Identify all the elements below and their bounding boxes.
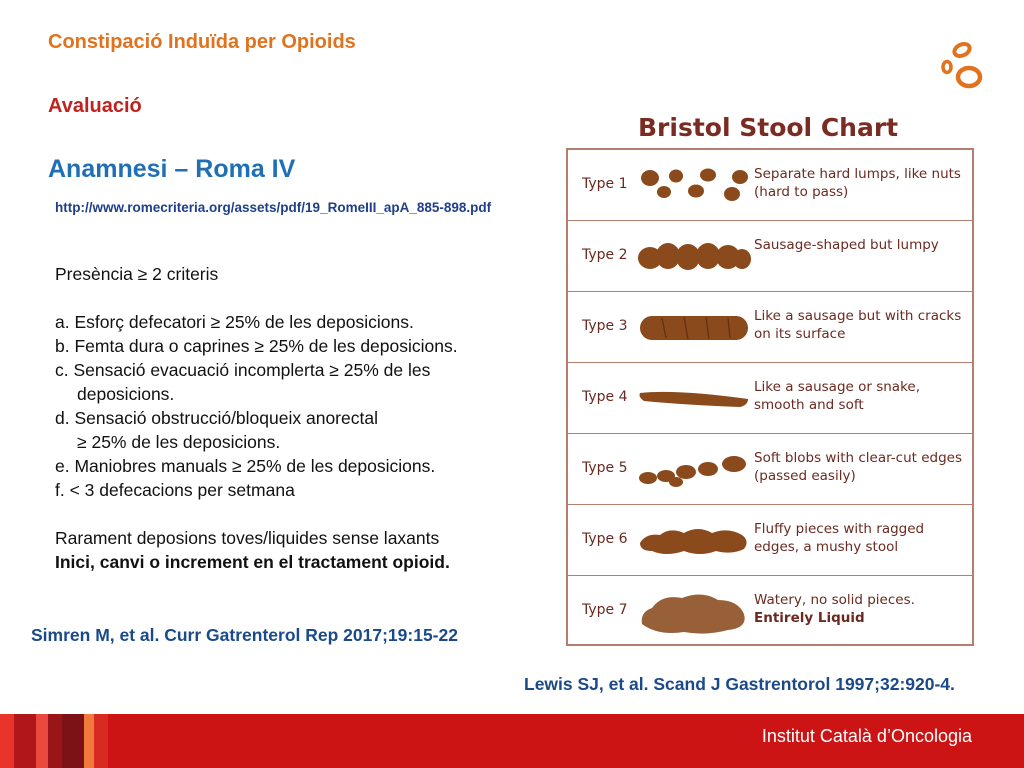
criterion-e: e. Maniobres manuals ≥ 25% de les deposicions.: [55, 456, 436, 476]
bristol-row: [568, 576, 972, 647]
stool-type-1-image: [636, 158, 752, 213]
type-label: Type 1: [582, 176, 628, 192]
footer-stripe: [94, 714, 108, 768]
slide-title: Constipació Induïda per Opioids: [48, 31, 356, 53]
footer-stripe: [0, 714, 14, 768]
type-label: Type 3: [582, 318, 628, 334]
bristol-row: [568, 150, 972, 221]
stool-type-7-image: [636, 584, 752, 639]
slide-subtitle: Avaluació: [48, 95, 142, 117]
footer-stripe: [36, 714, 48, 768]
type-description: Separate hard lumps, like nuts (hard to pass): [754, 166, 961, 200]
type-description: Fluffy pieces with ragged edges, a mushy stool: [754, 521, 925, 555]
bristol-chart-title: Bristol Stool Chart: [638, 113, 899, 142]
type-description: Soft blobs with clear-cut edges (passed easily): [754, 450, 962, 484]
criterion-c-cont: deposicions.: [77, 384, 175, 404]
stool-type-4-image: [636, 371, 752, 426]
bristol-row: [568, 363, 972, 434]
bristol-row: [568, 434, 972, 505]
criterion-d: d. Sensació obstrucció/bloqueix anorectal: [55, 408, 378, 428]
type-description: Like a sausage but with cracks on its surface: [754, 308, 962, 342]
reference-lewis: Lewis SJ, et al. Scand J Gastrentorol 1997;32:920-4.: [524, 674, 955, 694]
criteria-list: [55, 262, 525, 574]
type-label: Type 4: [582, 389, 628, 405]
stool-type-6-image: [636, 513, 752, 568]
source-url-link[interactable]: http://www.romecriteria.org/assets/pdf/19_RomeIII_apA_885-898.pdf: [55, 200, 492, 215]
criterion-c: c. Sensació evacuació incomplerta ≥ 25% de les: [55, 360, 431, 380]
footer-stripe: [84, 714, 94, 768]
bristol-row: [568, 221, 972, 292]
stool-type-5-image: [636, 442, 752, 497]
type-label: Type 6: [582, 531, 628, 547]
footer-stripe: [48, 714, 62, 768]
footer-institution-name: Institut Català d’Oncologia: [761, 726, 972, 746]
bristol-row: [568, 505, 972, 576]
type-label: Type 2: [582, 247, 628, 263]
criteria-rare-note: Rarament deposions toves/liquides sense laxants: [55, 528, 440, 548]
footer-stripe: [14, 714, 36, 768]
type-description: [754, 591, 970, 627]
slide-heading: Anamnesi – Roma IV: [48, 155, 296, 183]
criterion-b: b. Femta dura o caprines ≥ 25% de les deposicions.: [55, 336, 458, 356]
type-7-strong: Entirely Liquid: [754, 610, 865, 626]
criterion-f: f. < 3 defecacions per setmana: [55, 480, 295, 500]
criterion-a: a. Esforç defecatori ≥ 25% de les deposicions.: [55, 312, 414, 332]
type-7-text: Watery, no solid pieces.: [754, 592, 915, 608]
type-description: Sausage-shaped but lumpy: [754, 237, 939, 253]
type-description: Like a sausage or snake, smooth and soft: [754, 379, 921, 413]
criterion-d-cont: ≥ 25% de les deposicions.: [77, 432, 281, 452]
ico-logo-icon: [938, 38, 988, 94]
criteria-intro: Presència ≥ 2 criteris: [55, 264, 219, 284]
reference-simren: Simren M, et al. Curr Gatrenterol Rep 2017;19:15-22: [31, 625, 458, 645]
bristol-stool-chart: [566, 148, 974, 646]
criteria-start-note: Inici, canvi o increment en el tractament opioid.: [55, 552, 450, 572]
stool-type-3-image: [636, 300, 752, 355]
type-label: Type 5: [582, 460, 628, 476]
bristol-row: [568, 292, 972, 363]
stool-type-2-image: [636, 229, 752, 284]
type-label: Type 7: [582, 602, 628, 618]
footer-stripe: [62, 714, 84, 768]
